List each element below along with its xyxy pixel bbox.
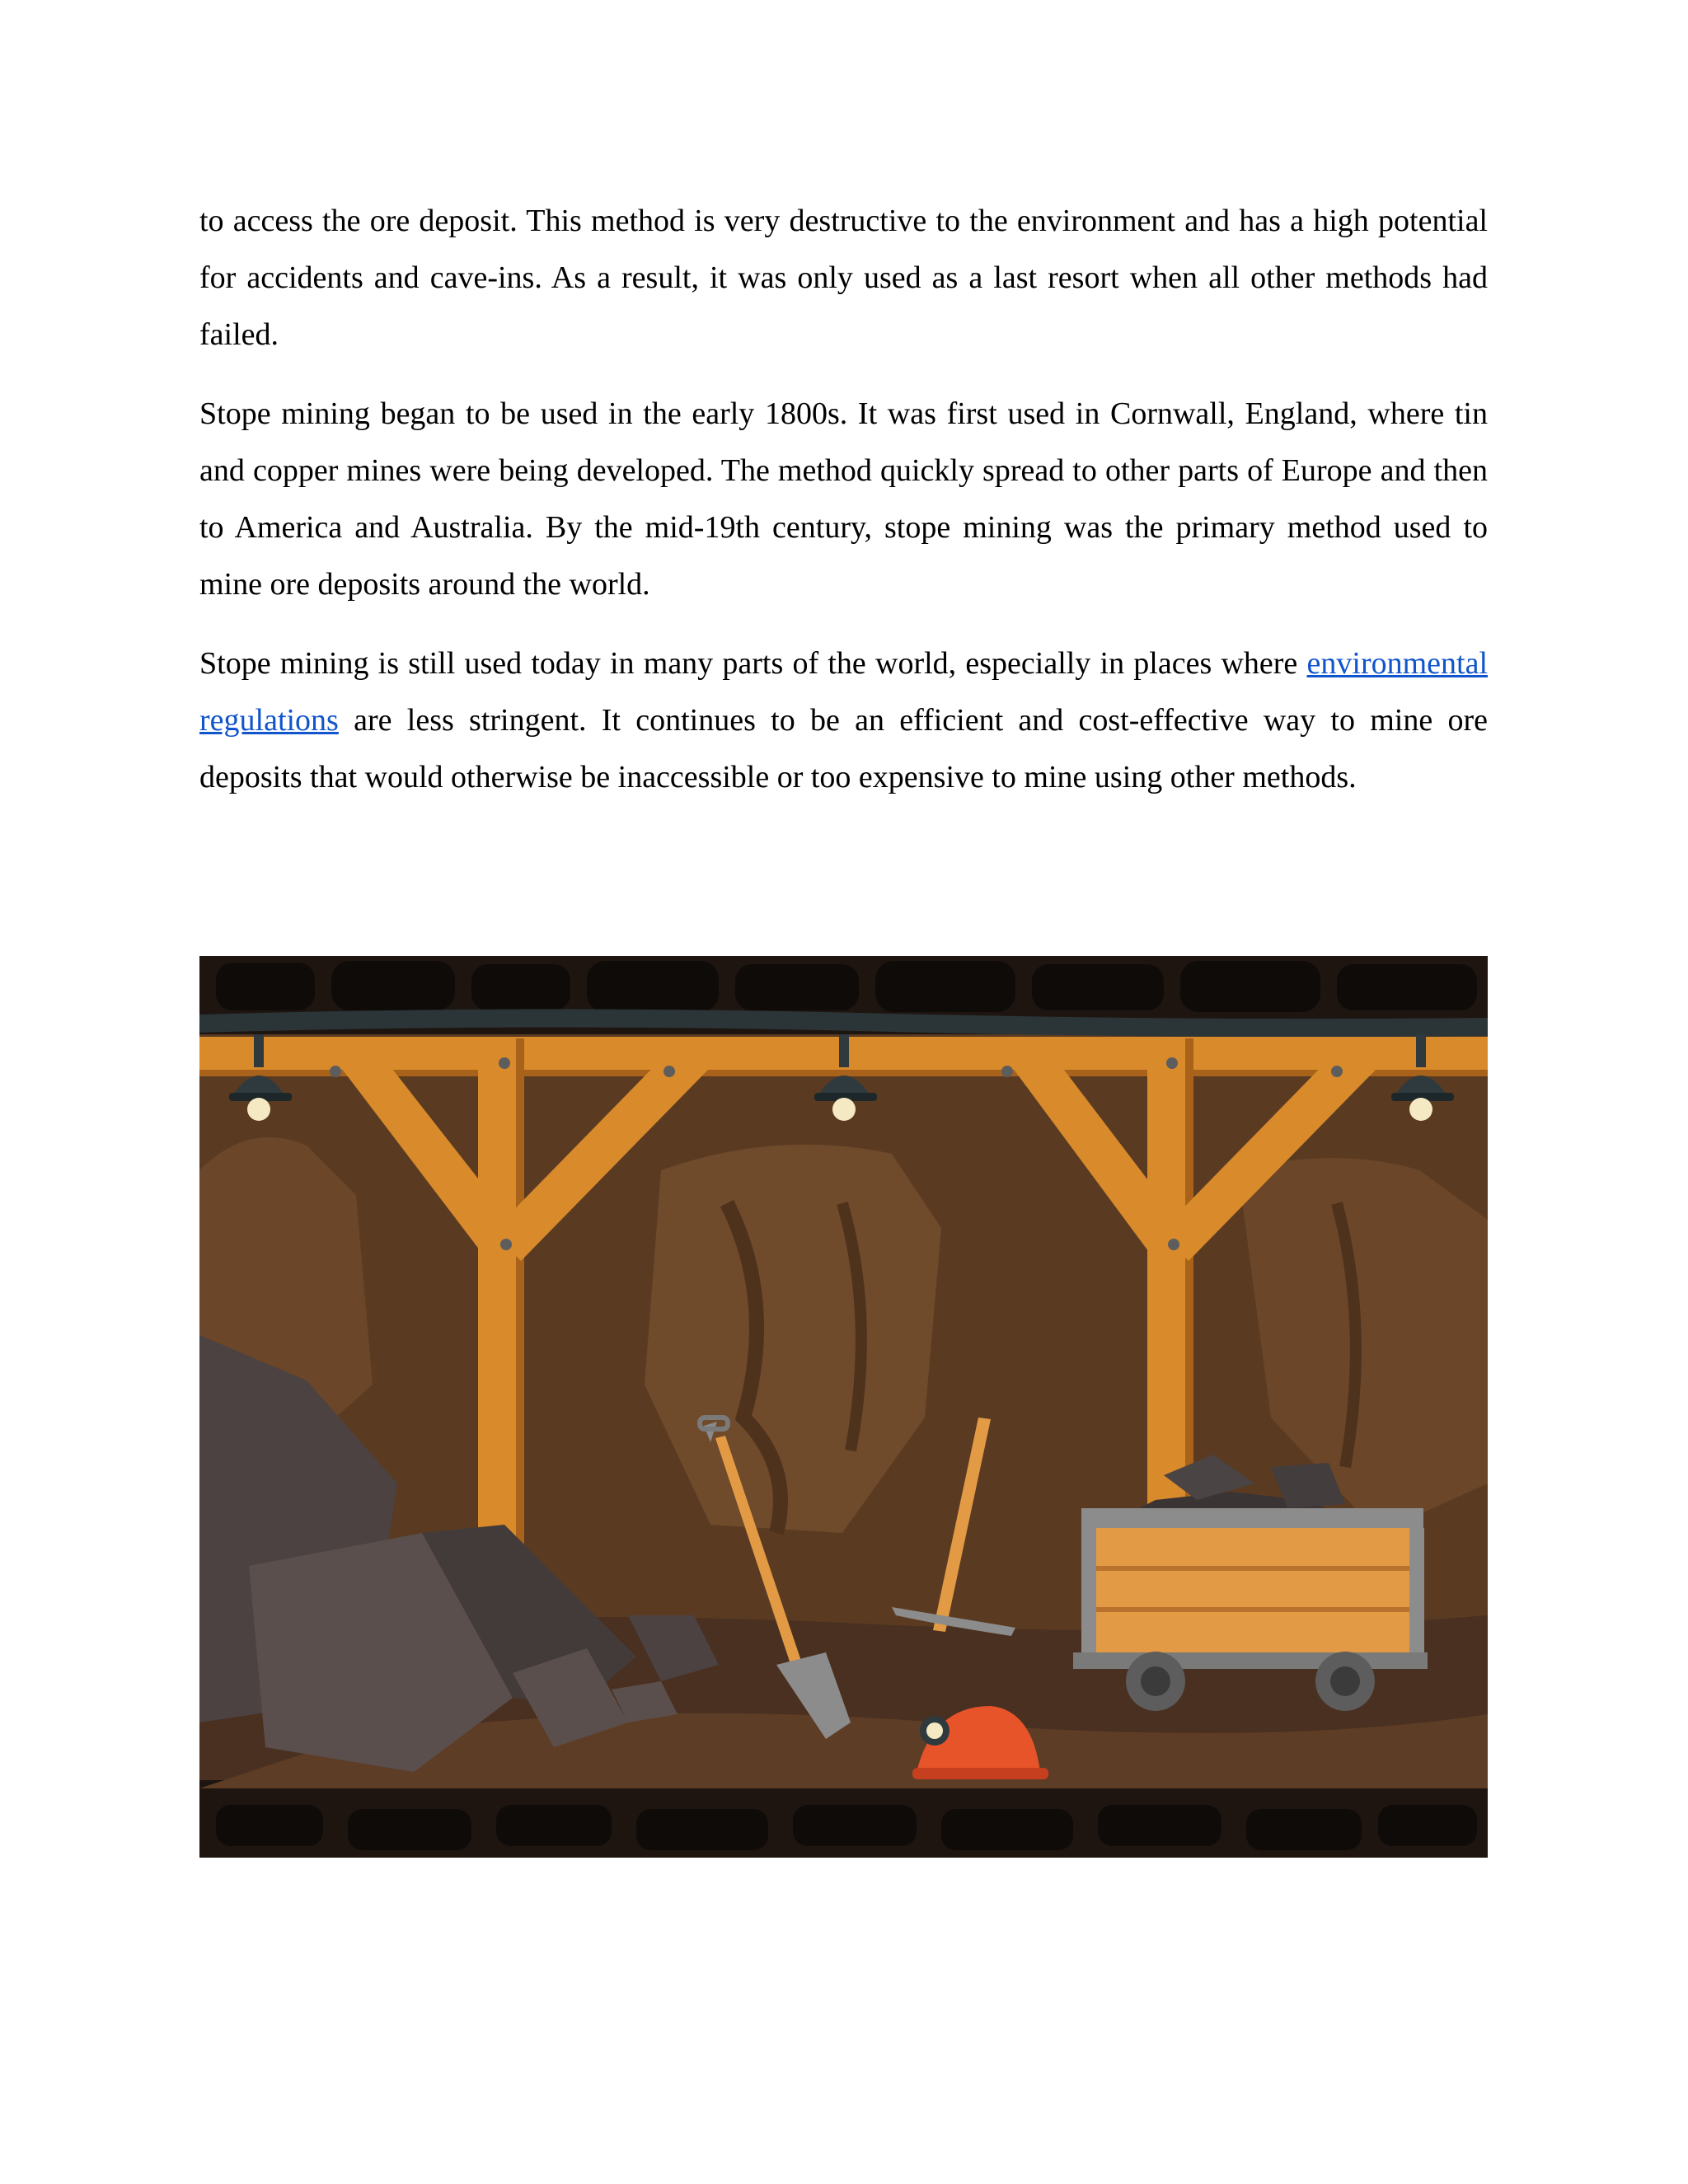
body-text <box>199 193 1488 828</box>
ceiling-cable <box>199 1018 1488 1028</box>
paragraph-1: to access the ore deposit. This method is very destructive to the environment and has a high potential for accidents and cave-ins. As a result, it was only used as a last resort when all other methods had failed. <box>199 204 1488 352</box>
paragraph-2: Stope mining began to be used in the early 1800s. It was first used in Cornwall, England, where tin and copper mines were being developed. The method quickly spread to other parts of Europe and then to America and Australia. By the mid-19th century, stope mining was the primary method used to mine ore deposits around the world. <box>199 396 1488 602</box>
environmental-regulations-link[interactable]: environmental regulations <box>199 646 1488 738</box>
paragraph-3-end: are less stringent. It continues to be an efficient and cost-effective way to mine ore deposits that would otherwise be inaccessible or too expensive to mine using other methods. <box>199 703 1488 794</box>
paragraph-3 <box>199 635 1488 806</box>
floor-rocks <box>216 1805 1477 1850</box>
ceiling-rocks <box>216 961 1477 1012</box>
mine-illustration <box>199 956 1488 1858</box>
paragraph-3-start: Stope mining is still used today in many parts of the world, especially in places where <box>199 646 1307 681</box>
